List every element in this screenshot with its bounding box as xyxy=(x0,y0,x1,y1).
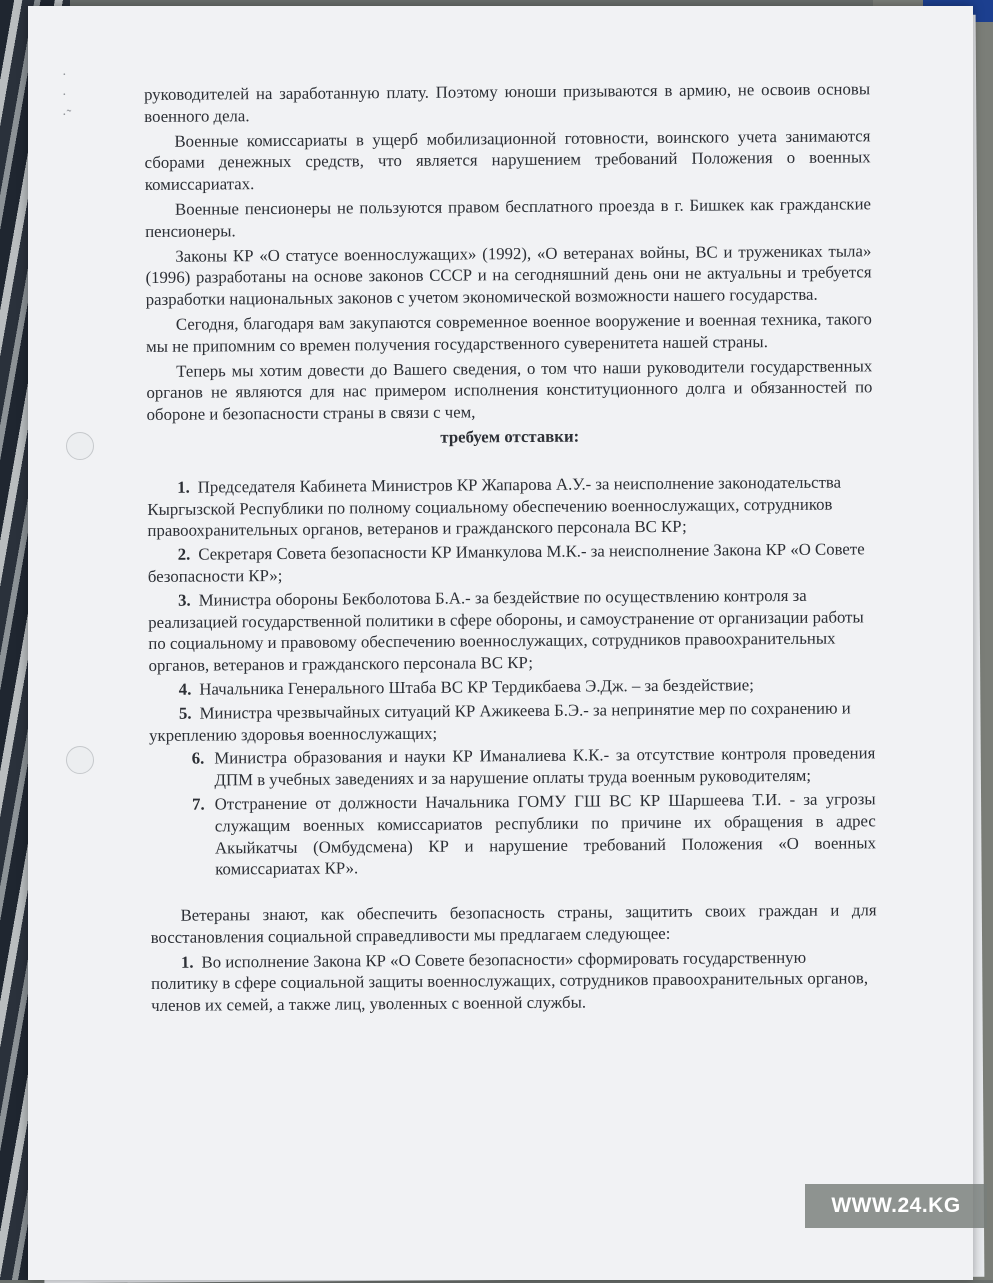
demand-heading: требуем отставки: xyxy=(440,426,580,447)
paragraph: Сегодня, благодаря вам закупаются современное военное вооружение и военная техника, такого мы не припомним со времен получения государственного суверенитета нашей страны. xyxy=(145,309,872,356)
pen-marks: · · ·˜ xyxy=(62,68,72,123)
demand-item xyxy=(147,471,873,542)
document-page xyxy=(28,6,973,1280)
item-number: 5. xyxy=(178,703,192,723)
proposal-item xyxy=(151,946,877,1017)
item-text: Секретаря Совета безопасности КР Иманкулова М.К.- за неисполнение Закона КР «О Совете безопасности КР»; xyxy=(147,539,865,586)
item-number: 1. xyxy=(177,477,190,497)
demand-item xyxy=(148,538,874,587)
paragraph: Военные комиссариаты в ущерб мобилизационной готовности, воинского учета занимаются сборами денежных средств, что является нарушением требований Положения о военных комиссариатах. xyxy=(144,125,871,195)
item-number: 2. xyxy=(177,544,191,564)
item-number: 4. xyxy=(178,679,192,699)
item-text: Начальника Генерального Штаба ВС КР Тердикбаева Э.Дж. – за бездействие; xyxy=(199,675,754,699)
demand-item xyxy=(149,743,875,792)
paragraph: Военные пенсионеры не пользуются правом бесплатного проезда в г. Бишкек как гражданские пенсионеры. xyxy=(145,194,872,241)
demand-item xyxy=(149,697,875,746)
paragraph: Законы КР «О статусе военнослужащих» (1992), «О ветеранах войны, ВС и тружениках тыла» (1996) разработаны на основе законов СССР и на сегодняшний день они не актуальны и требуется разработки национальных законов с учетом экономической возможности нашего государства. xyxy=(145,240,872,310)
demand-item xyxy=(149,673,875,700)
item-text: Министра чрезвычайных ситуаций КР Ажикеева Б.Э.- за непринятие мер по сохранению и укреплению здоровья военнослужащих; xyxy=(149,698,851,745)
punch-hole xyxy=(66,432,94,460)
item-text: Отстранение от должности Начальника ГОМУ ГШ ВС КР Шаршеева Т.И. - за угрозы служащим военных комиссариатов республики по причине их обращения в адрес Акыйкатчы (Омбудсмена) КР и нарушение требований Положения «О военных комиссариатах КР». xyxy=(214,789,877,879)
item-number: 3. xyxy=(177,590,191,610)
demand-item xyxy=(148,584,875,677)
paragraph: руководителей на заработанную плату. Поэтому юноши призываются в армию, не освоив основы военного дела. xyxy=(144,79,871,126)
paragraph: Ветераны знают, как обеспечить безопасность страны, защитить своих граждан и для восстановления социальной справедливости мы предлагаем следующее: xyxy=(150,900,877,947)
punch-hole xyxy=(66,746,94,774)
item-text: Министра обороны Бекболотова Б.А.- за бездействие по осуществлению контроля за реализацией государственной политики в сфере обороны, и самоустранение от организации работы по социальному и правовому обеспечению военнослужащих, сотрудников правоохранительных органов, ветеранов и гражданского персонала ВС КР; xyxy=(148,585,864,676)
watermark: WWW.24.KG xyxy=(805,1184,987,1228)
demand-item xyxy=(150,788,877,881)
document-text xyxy=(144,78,877,1019)
item-text: Председателя Кабинета Министров КР Жапарова А.У.- за неисполнение законодательства Кыргызской Республики по полному социальному обеспечению военнослужащих, сотрудников правоохранительных органов, ветеранов и гражданского персонала ВС КР; xyxy=(147,472,842,541)
item-number: 6. xyxy=(191,748,205,768)
item-number: 7. xyxy=(191,794,205,814)
item-text: Во исполнение Закона КР «О Совете безопасности» сформировать государственную политику в сфере социальной защиты военнослужащих, сотрудников правоохранительных органов, членов их семей, а также лиц, уволенных с военной службы. xyxy=(150,947,869,1016)
item-text: Министра образования и науки КР Иманалиева К.К.- за отсутствие контроля проведения ДПМ в учебных заведениях и за нарушение оплаты труда военным руководителям; xyxy=(214,743,876,790)
paragraph: Теперь мы хотим довести до Вашего сведения, о том что наши руководители государственных органов не являются для нас примером исполнения конституционного долга и обязанностей по обороне и безопасности страны в связи с чем, xyxy=(146,355,873,425)
item-number: 1. xyxy=(180,952,194,972)
